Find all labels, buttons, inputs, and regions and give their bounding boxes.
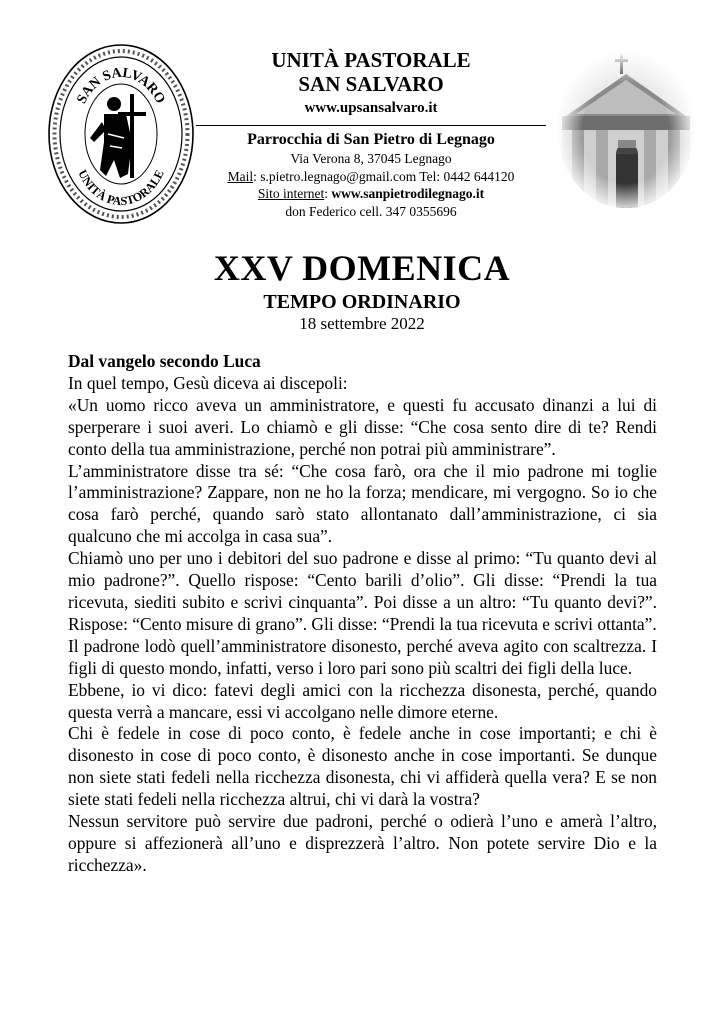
- mail-and-phone[interactable]: : s.pietro.legnago@gmail.com Tel: 0442 644120: [253, 168, 515, 184]
- sunday-title: XXV DOMENICA: [213, 248, 511, 288]
- parish-name: Parrocchia di San Pietro di Legnago: [247, 131, 495, 148]
- gospel-paragraph: Nessun servitore può servire due padroni, perché o odierà l’uno e amerà l’altro, oppure si affezionerà all’uno e disprezzerà l’altro. Non potete servire Dio e la ricchezza».: [68, 811, 657, 875]
- unit-name-line1: UNITÀ PASTORALE: [271, 48, 471, 72]
- page-header: [0, 0, 724, 235]
- liturgy-title-block: [0, 248, 724, 334]
- church-photo: [558, 44, 694, 210]
- unit-website[interactable]: www.upsansalvaro.it: [304, 100, 438, 116]
- svg-text:SAN SALVARO: [74, 66, 167, 107]
- header-info: [196, 48, 546, 220]
- gospel-reading: [68, 351, 657, 877]
- liturgical-season: TEMPO ORDINARIO: [263, 291, 461, 313]
- gospel-paragraph: «Un uomo ricco aveva un amministratore, e questi fu accusato dinanzi a lui di sperperare i suoi averi. Lo chiamò e gli disse: “Che cosa sento dire di te? Rendi conto della tua amministrazione, perché non potrai più amministrare”.: [68, 394, 657, 459]
- gospel-paragraph: Chi è fedele in cose di poco conto, è fedele anche in cose importanti; e chi è disonesto in cose di poco conto, è disonesto anche in cose importanti. Se dunque non siete stati fedeli nella ricchezza disonesta, chi vi affiderà quella vera? E se non siete stati fedeli nella ricchezza altrui, chi vi darà la vostra?: [68, 723, 657, 810]
- gospel-paragraph: L’amministratore disse tra sé: “Che cosa farò, ora che il mio padrone mi toglie l’amministrazione? Zappare, non ne ho la forza; mendicare, mi vergogno. So io che cosa farò perché, quando sarò stato allontanato dall’amministrazione, ci sia qualcuno che mi accolga in casa sua”.: [68, 460, 657, 547]
- unit-name-line2: SAN SALVARO: [298, 72, 444, 96]
- parish-website-line: Sito internet: www.sanpietrodilegnago.it: [257, 186, 485, 201]
- gospel-paragraph: Chiamò uno per uno i debitori del suo padrone e disse al primo: “Tu quanto devi al mio padrone?”. Quello rispose: “Cento barili d’olio”. Gli disse: “Prendi la tua ricevuta, siediti subito e scrivi cinquanta”. Poi disse a un altro: “Tu quanto devi?”. Rispose: “Cento misure di grano”. Gli disse: “Prendi la tua ricevuta e scrivi ottanta”.: [68, 548, 657, 634]
- san-salvaro-seal-logo: [46, 42, 196, 227]
- gospel-paragraph: Ebbene, io vi dico: fatevi degli amici con la ricchezza disonesta, perché, quando questa verrà a mancare, essi vi accolgano nelle dimore eterne.: [68, 679, 657, 722]
- parish-website[interactable]: www.sanpietrodilegnago.it: [331, 186, 485, 201]
- seal-bottom-text: UNITÀ PASTORALE: [75, 167, 167, 209]
- gospel-paragraph: Il padrone lodò quell’amministratore disonesto, perché aveva agito con scaltrezza. I figli di questo mondo, infatti, verso i loro pari sono più scaltri dei figli della luce.: [68, 635, 657, 678]
- parish-address: Via Verona 8, 37045 Legnago: [290, 151, 452, 166]
- mail-label: Mail: [227, 168, 254, 184]
- gospel-intro: In quel tempo, Gesù diceva ai discepoli:: [68, 372, 348, 393]
- parish-contacts: [196, 168, 546, 186]
- priest-contact: don Federico cell. 347 0355696: [285, 203, 457, 219]
- header-divider: [196, 125, 546, 126]
- gospel-heading: Dal vangelo secondo Luca: [68, 351, 261, 371]
- celebration-date: 18 settembre 2022: [299, 314, 425, 333]
- seal-top-text: SAN SALVARO: [74, 65, 168, 107]
- site-label: Sito internet: [257, 186, 325, 201]
